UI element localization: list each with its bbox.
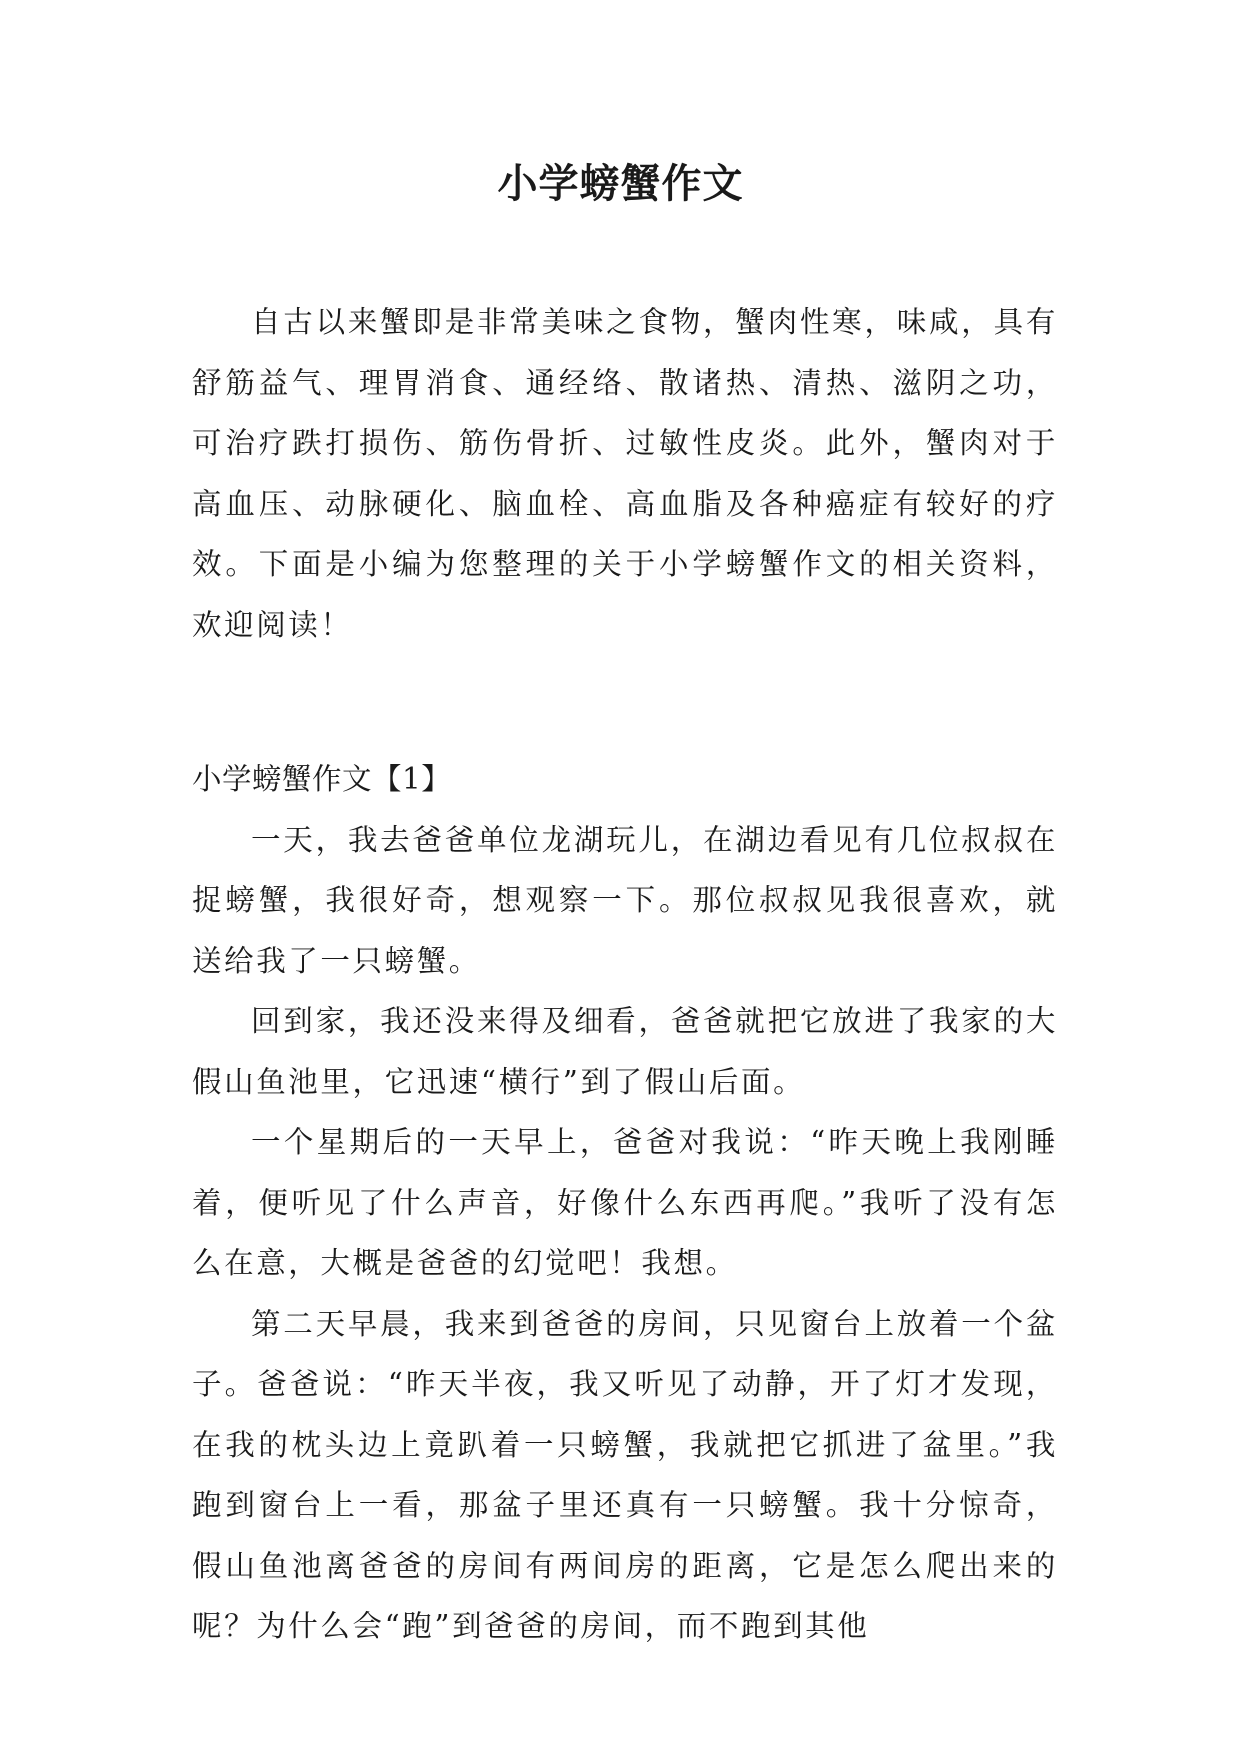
document-body	[192, 292, 1058, 1657]
document-title: 小学螃蟹作文	[497, 160, 744, 207]
section-heading: 小学螃蟹作文【1】	[192, 762, 452, 796]
section-spacer	[192, 655, 1058, 749]
body-paragraph: 一个星期后的一天早上，爸爸对我说：“昨天晚上我刚睡着，便听见了什么声音，好像什么东西再爬。”我听了没有怎么在意，大概是爸爸的幻觉吧！我想。	[192, 1125, 1058, 1280]
body-paragraph: 一天，我去爸爸单位龙湖玩儿，在湖边看见有几位叔叔在捉螃蟹，我很好奇，想观察一下。那位叔叔见我很喜欢，就送给我了一只螃蟹。	[192, 822, 1058, 978]
body-paragraph: 第二天早晨，我来到爸爸的房间，只见窗台上放着一个盆子。爸爸说：“昨天半夜，我又听见了动静，开了灯才发现，在我的枕头边上竟趴着一只螃蟹，我就把它抓进了盆里。”我跑到窗台上一看，那盆子里还真有一只螃蟹。我十分惊奇，假山鱼池离爸爸的房间有两间房的距离，它是怎么爬出来的呢？为什么会“跑”到爸爸的房间，而不跑到其他	[192, 1306, 1058, 1643]
intro-paragraph: 自古以来蟹即是非常美味之食物，蟹肉性寒，味咸，具有舒筋益气、理胃消食、通经络、散诸热、清热、滋阴之功，可治疗跌打损伤、筋伤骨折、过敏性皮炎。此外，蟹肉对于高血压、动脉硬化、脑血栓、高血脂及各种癌症有较好的疗效。下面是小编为您整理的关于小学螃蟹作文的相关资料，欢迎阅读！	[192, 305, 1058, 642]
body-paragraph: 回到家，我还没来得及细看，爸爸就把它放进了我家的大假山鱼池里，它迅速“横行”到了假山后面。	[192, 1004, 1058, 1099]
